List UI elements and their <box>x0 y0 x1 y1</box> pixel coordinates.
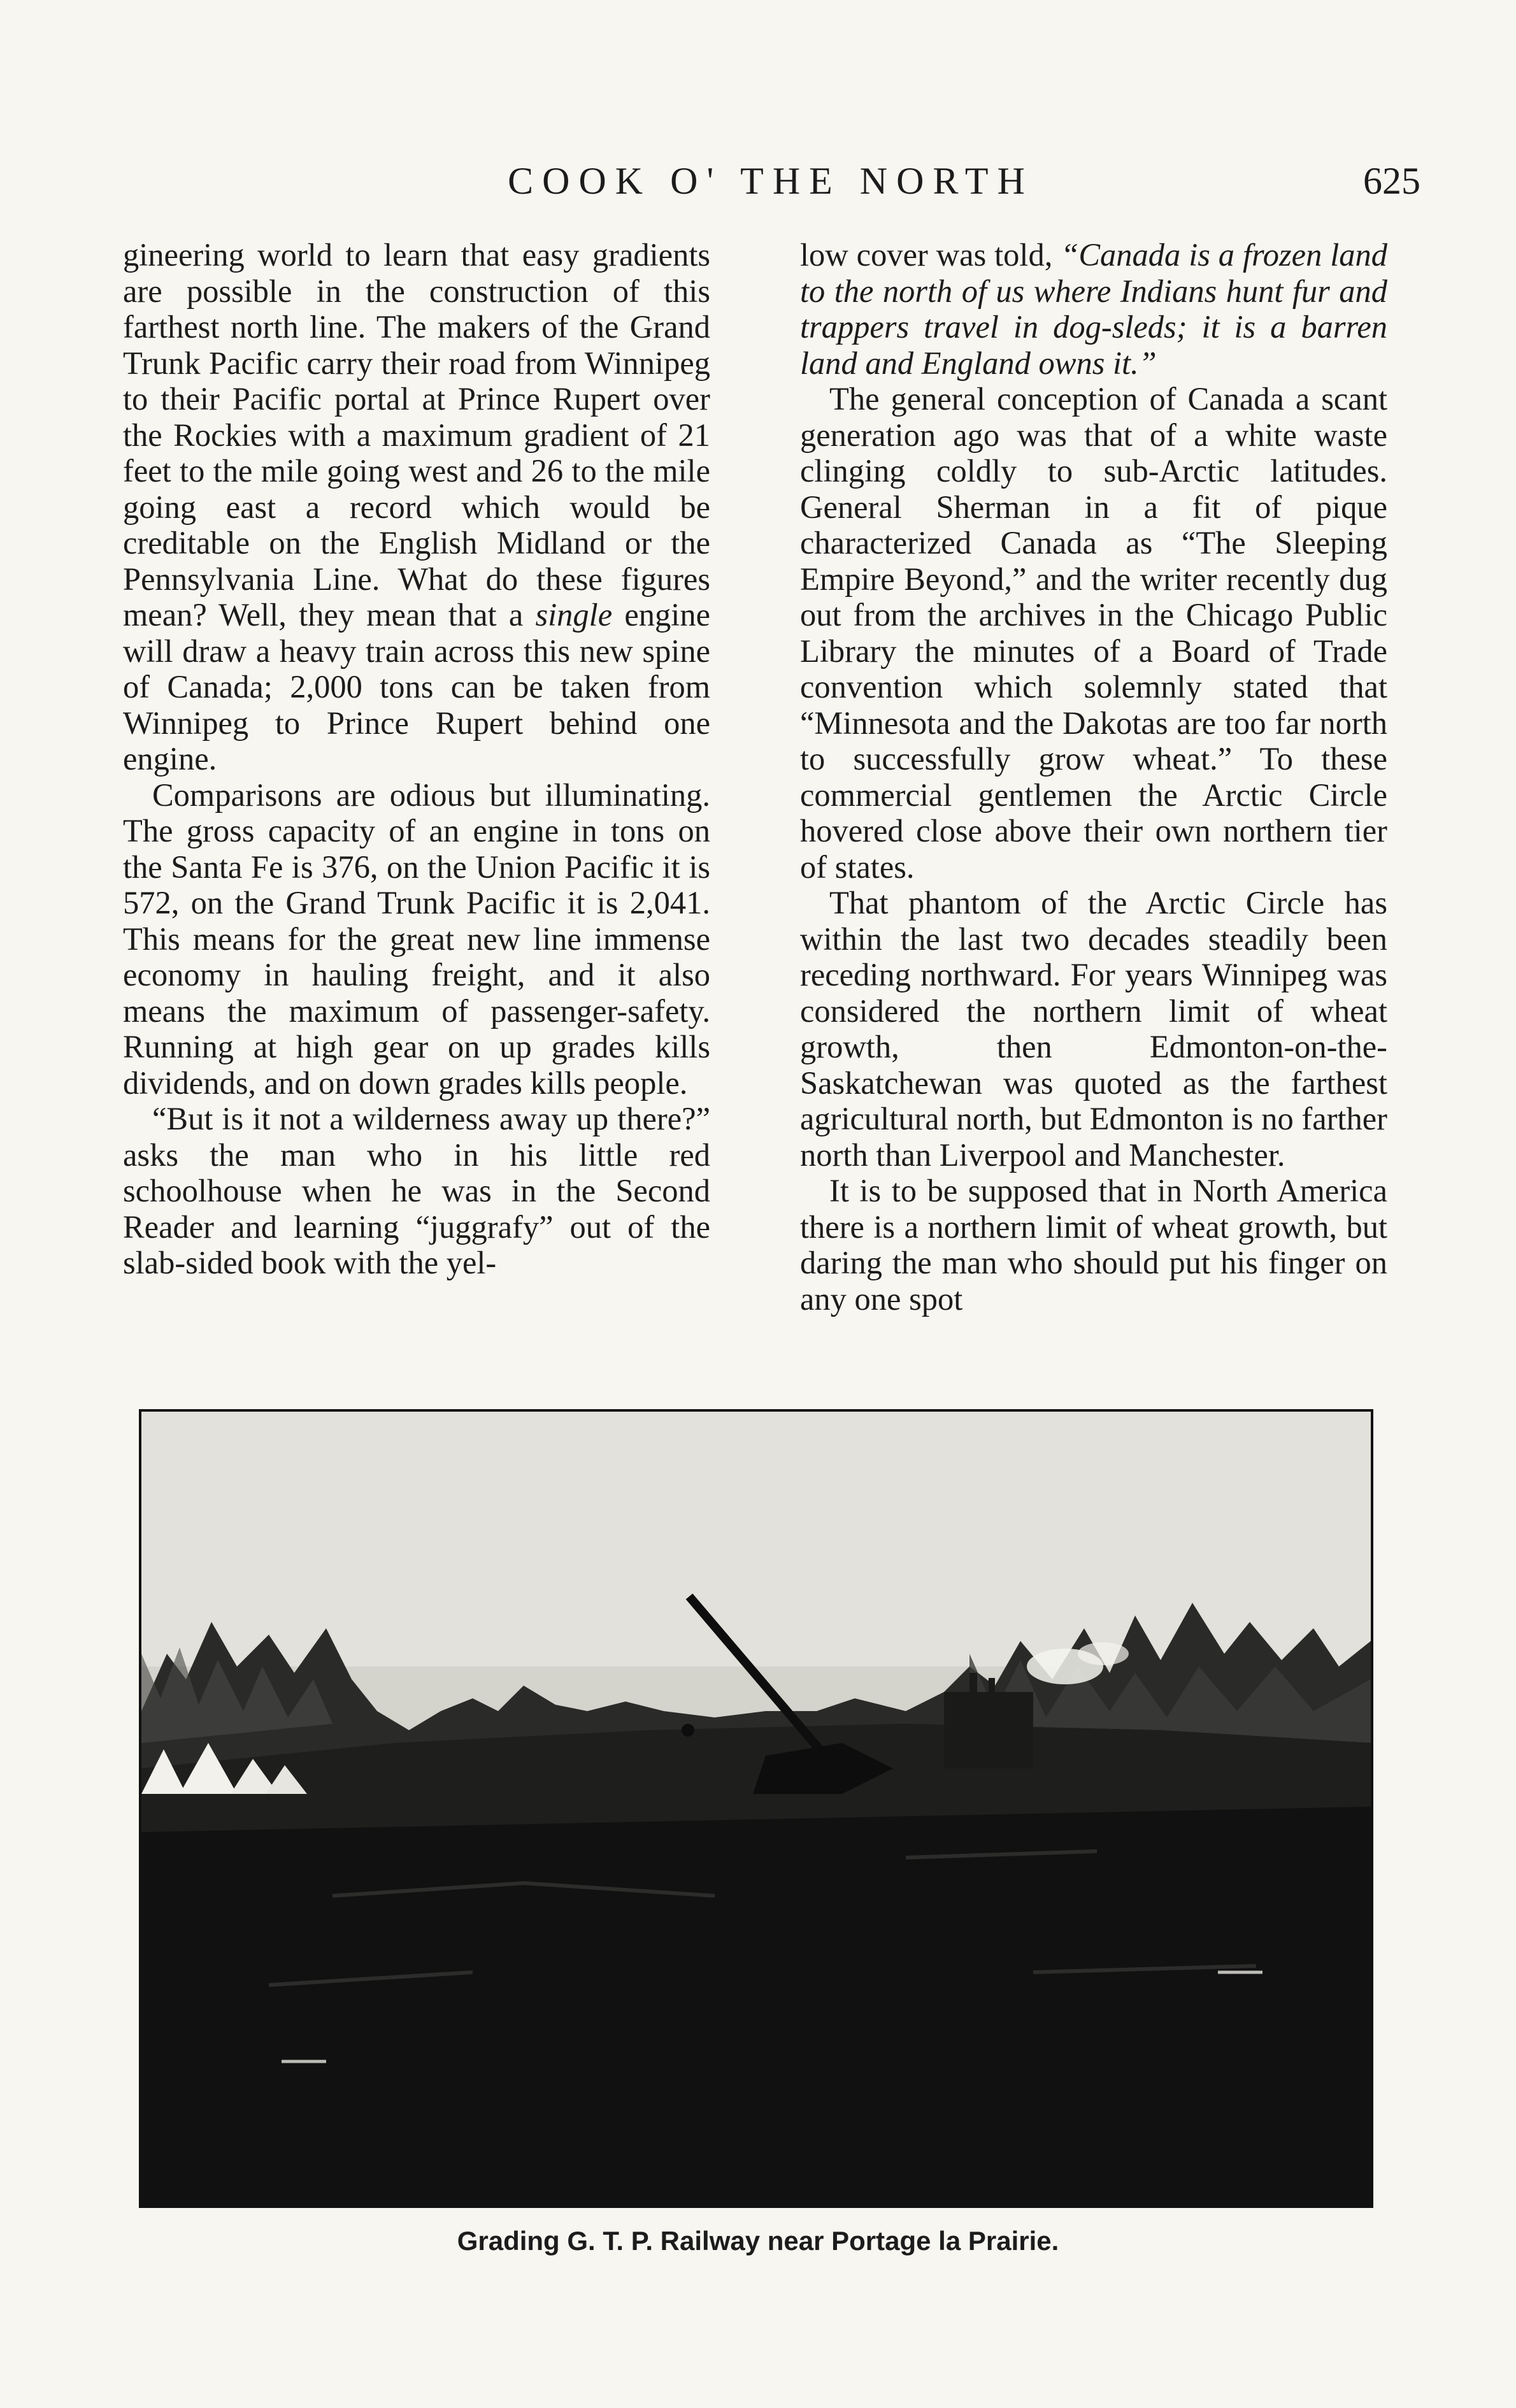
paragraph: Comparisons are odious but illuminating. The gross capacity of an engine in tons on the Santa Fe is 376, on the Union Pacific it is 572, on the Grand Trunk Pacific it is 2,041. This means for the great new line immense economy in hauling freight, and it also means the maximum of passenger-safety. Running at high gear on up grades kills dividends, and on down grades kills people. <box>123 777 710 1101</box>
paragraph: The general conception of Canada a scant generation ago was that of a white waste clinging coldly to sub-Arctic latitudes. General Sherman in a fit of pique characterized Canada as “The Sleeping Empire Beyond,” and the writer recently dug out from the archives in the Chicago Public Library the minutes of a Board of Trade convention which solemnly stated that “Minnesota and the Dakotas are too far north to successfully grow wheat.” To these commercial gentlemen the Arctic Circle hovered close above their own northern tier of states. <box>800 381 1387 885</box>
paragraph: It is to be supposed that in North America there is a northern limit of wheat growth, but daring the man who should put his finger on any one spot <box>800 1173 1387 1317</box>
running-title: COOK O' THE NORTH <box>508 160 1034 202</box>
figure-caption: Grading G. T. P. Railway near Portage la Prairie. <box>457 2226 1059 2256</box>
paragraph-text: gineering world to learn that easy gradients are possible in the construction of this farthest north line. The makers of the Grand Trunk Pacific carry their road from Winnipeg to their Pacific portal at Prince Rupert over the Rockies with a maximum gradient of 21 feet to the mile going west and 26 to the mile going east a record which would be creditable on the English Midland or the Pennsylvania Line. What do these figures mean? Well, they mean that a <box>123 237 710 633</box>
paragraph: “But is it not a wilderness away up there?” asks the man who in his little red schoolhouse when he was in the Second Reader and learning “juggrafy” out of the slab-sided book with the yel- <box>123 1101 710 1280</box>
railway-grading-photo <box>139 1409 1373 2208</box>
emphasis: single <box>535 597 613 633</box>
running-head <box>0 159 1516 210</box>
page-number: 625 <box>1363 160 1420 202</box>
paragraph-text: engine will draw a heavy train across this new spine of Canada; 2,000 tons can be taken from Winnipeg to Prince Rupert behind one engine. <box>123 597 710 777</box>
left-column <box>123 237 710 1365</box>
paragraph <box>800 237 1387 381</box>
paragraph-text: low cover was told, <box>800 237 1061 273</box>
right-column <box>800 237 1387 1365</box>
emphasis: “Canada is a frozen land to the north of us where Indians hunt fur and trappers travel in dog-sleds; it is a barren land and England owns it.” <box>800 237 1388 381</box>
text-columns <box>123 237 1387 1365</box>
photo-illustration <box>141 1412 1371 2205</box>
paragraph <box>123 237 710 777</box>
paragraph: That phantom of the Arctic Circle has within the last two decades steadily been receding northward. For years Winnipeg was considered the northern limit of wheat growth, then Edmonton-on-the-Saskatchewan was quoted as the farthest agricultural north, but Edmonton is no farther north than Liverpool and Manchester. <box>800 885 1387 1173</box>
